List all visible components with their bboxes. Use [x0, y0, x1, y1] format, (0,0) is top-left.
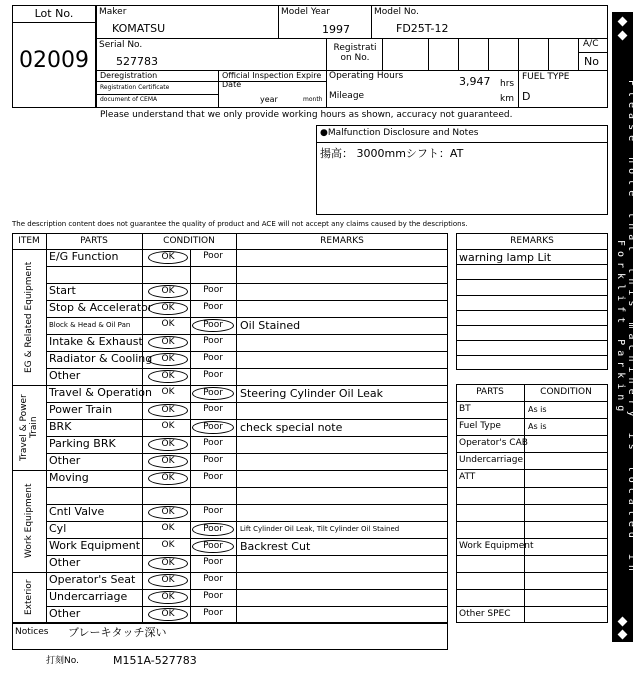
row-divider: [46, 521, 448, 522]
row-divider: [46, 317, 448, 318]
lot-label: Lot No.: [34, 7, 74, 20]
part-name: Cntl Valve: [49, 505, 105, 518]
part-name: Travel & Operation: [49, 386, 153, 399]
remarks-header: REMARKS: [320, 236, 364, 246]
right-row-divider: [456, 418, 608, 419]
row-divider: [46, 453, 448, 454]
notices-value: ブレーキタッチ深い: [68, 626, 167, 639]
row-remark: Backrest Cut: [240, 540, 311, 553]
row-divider: [46, 266, 448, 267]
diamond-icon: [618, 31, 628, 41]
group-label: Travel & Power Train: [19, 394, 39, 461]
right-part-name: Undercarriage: [459, 455, 524, 466]
poor-option[interactable]: Poor: [203, 302, 223, 312]
side-note-banner: [612, 12, 637, 642]
poor-option[interactable]: Poor: [192, 319, 234, 332]
poor-option[interactable]: Poor: [192, 387, 234, 400]
poor-option[interactable]: Poor: [203, 472, 223, 482]
ok-option[interactable]: OK: [148, 455, 188, 468]
right-part-condition: As is: [528, 422, 547, 432]
ok-option[interactable]: OK: [148, 557, 188, 570]
poor-option[interactable]: Poor: [192, 523, 234, 536]
model-year-value: 1997: [322, 23, 350, 36]
row-divider: [46, 283, 448, 284]
maker-value: KOMATSU: [112, 22, 166, 35]
remark-divider: [456, 249, 608, 250]
parts-header: PARTS: [80, 236, 108, 246]
deregistration-label: Deregistration: [100, 71, 158, 80]
part-name: Other: [49, 556, 81, 569]
side-note-text: Please note that this machinery is located in Forklift Parking: [615, 80, 637, 576]
diamond-icon: [618, 630, 628, 640]
serial-value: 527783: [116, 55, 158, 68]
right-row-divider: [456, 589, 608, 590]
ok-option[interactable]: OK: [161, 421, 175, 431]
ok-option[interactable]: OK: [148, 574, 188, 587]
right-part-name: ATT: [459, 472, 476, 483]
op-hours-label: Operating Hours: [329, 71, 404, 81]
right-row-divider: [456, 487, 608, 488]
right-row-divider: [456, 504, 608, 505]
remark-divider: [456, 340, 608, 341]
row-divider: [46, 487, 448, 488]
stamp-value: M151A-527783: [113, 654, 197, 667]
part-name: BRK: [49, 420, 72, 433]
part-name: E/G Function: [49, 250, 119, 263]
ok-option[interactable]: OK: [148, 506, 188, 519]
right-row-divider: [456, 555, 608, 556]
mileage-label: Mileage: [329, 91, 365, 101]
right-part-name: Other SPEC: [459, 609, 511, 620]
right-remarks-header: REMARKS: [510, 236, 554, 246]
part-name: Cyl: [49, 522, 67, 535]
right-row-divider: [456, 469, 608, 470]
hrs-unit: hrs: [500, 79, 515, 89]
ok-option[interactable]: OK: [148, 591, 188, 604]
ok-option[interactable]: OK: [161, 387, 175, 397]
part-name: Other: [49, 369, 81, 382]
part-name: Undercarriage: [49, 590, 128, 603]
group-label: Exterior: [24, 579, 34, 616]
part-name: Intake & Exhaust: [49, 335, 143, 348]
poor-option[interactable]: Poor: [203, 370, 223, 380]
poor-option[interactable]: Poor: [203, 608, 223, 618]
row-remark: Steering Cylinder Oil Leak: [240, 387, 383, 400]
item-header: ITEM: [18, 236, 40, 246]
part-name: Radiator & Cooling: [49, 352, 153, 365]
right-part-name: Operator's CAB: [459, 438, 528, 449]
ok-option[interactable]: OK: [148, 438, 188, 451]
diamond-icon: [618, 617, 628, 627]
ok-option[interactable]: OK: [161, 540, 175, 550]
part-name: Start: [49, 284, 76, 297]
serial-label: Serial No.: [99, 40, 143, 50]
right-row-divider: [456, 435, 608, 436]
ok-option[interactable]: OK: [161, 523, 175, 533]
right-row-divider: [456, 538, 608, 539]
ok-option[interactable]: OK: [148, 285, 188, 298]
remark-divider: [456, 355, 608, 356]
remark-divider: [456, 325, 608, 326]
right-row-divider: [456, 452, 608, 453]
poor-option[interactable]: Poor: [203, 455, 223, 465]
poor-option[interactable]: Poor: [203, 404, 223, 414]
lot-number: 02009: [19, 48, 89, 73]
inspection-label: Official Inspection Expire Date: [222, 71, 322, 89]
poor-option[interactable]: Poor: [203, 557, 223, 567]
remark-divider: [456, 264, 608, 265]
row-divider: [46, 555, 448, 556]
right-row-divider: [456, 606, 608, 607]
ac-label: A/C: [583, 39, 599, 49]
km-unit: km: [500, 94, 514, 104]
model-no-label: Model No.: [374, 7, 419, 17]
registration-cert-label: Registration Certificate: [100, 84, 170, 91]
malfunction-text: 揚高： 3000mmシフト：AT: [320, 147, 464, 160]
right-part-name: BT: [459, 404, 471, 414]
ok-option[interactable]: OK: [148, 336, 188, 349]
part-name: Power Train: [49, 403, 113, 416]
ok-option[interactable]: OK: [148, 472, 188, 485]
part-name: Block & Head & Oil Pan: [49, 321, 131, 329]
remark-divider: [456, 295, 608, 296]
registration-label: Registrati on No.: [333, 43, 377, 64]
right-row-divider: [456, 521, 608, 522]
model-year-label: Model Year: [281, 7, 330, 17]
ok-option[interactable]: OK: [148, 370, 188, 383]
part-name: Work Equipment: [49, 539, 141, 552]
poor-option[interactable]: Poor: [203, 285, 223, 295]
right-row-divider: [456, 572, 608, 573]
right-part-condition: As is: [528, 405, 547, 414]
right-part-name: Work Equipment: [459, 540, 534, 551]
poor-option[interactable]: Poor: [203, 353, 223, 363]
row-divider: [46, 419, 448, 420]
right-part-name: Fuel Type: [459, 421, 501, 432]
poor-option[interactable]: Poor: [203, 336, 223, 346]
year-label: year: [260, 95, 278, 104]
diamond-icon: [618, 17, 628, 27]
row-divider: [46, 504, 448, 505]
condition-header: CONDITION: [163, 236, 215, 246]
row-remark: Oil Stained: [240, 319, 301, 332]
part-name: Stop & Accelerator: [49, 301, 153, 314]
part-name: Parking BRK: [49, 437, 116, 450]
right-condition-header: CONDITION: [540, 387, 592, 397]
ok-option[interactable]: OK: [148, 302, 188, 315]
ac-value: No: [584, 55, 599, 68]
remark-divider: [456, 310, 608, 311]
malfunction-title: ●Malfunction Disclosure and Notes: [320, 128, 479, 138]
row-remark: check special note: [240, 421, 343, 434]
group-label: EG & Related Equipment: [24, 261, 34, 373]
part-name: Moving: [49, 471, 89, 484]
op-hours-value: 3,947: [459, 75, 491, 88]
notices-label: Notices: [15, 627, 49, 637]
poor-option[interactable]: Poor: [203, 591, 223, 601]
right-parts-header: PARTS: [476, 387, 504, 397]
part-name: Other: [49, 607, 81, 620]
row-divider: [46, 368, 448, 369]
part-name: Operator's Seat: [49, 573, 136, 586]
remark-divider: [456, 279, 608, 280]
hours-notice: Please understand that we only provide working hours as shown, accuracy not guaranteed.: [100, 110, 513, 120]
right-row-divider: [456, 401, 608, 402]
ok-option[interactable]: OK: [148, 608, 188, 621]
poor-option[interactable]: Poor: [203, 574, 223, 584]
stamp-label: 打刻No.: [46, 656, 79, 666]
right-remark-line: warning lamp Lit: [459, 251, 552, 264]
part-name: Other: [49, 454, 81, 467]
fuel-value: D: [522, 90, 531, 103]
poor-option[interactable]: Poor: [192, 540, 234, 553]
row-divider: [46, 606, 448, 607]
cema-label: document of CEMA: [100, 96, 158, 103]
poor-option[interactable]: Poor: [192, 421, 234, 434]
poor-option[interactable]: Poor: [203, 506, 223, 516]
fuel-label: FUEL TYPE: [522, 72, 570, 82]
poor-option[interactable]: Poor: [203, 251, 223, 261]
maker-label: Maker: [99, 7, 127, 17]
model-no-value: FD25T-12: [396, 22, 449, 35]
poor-option[interactable]: Poor: [203, 438, 223, 448]
row-remark: Lift Cylinder Oil Leak, Tilt Cylinder Oil Stained: [240, 525, 400, 533]
ok-option[interactable]: OK: [148, 251, 188, 264]
group-label: Work Equipment: [24, 483, 34, 559]
ok-option[interactable]: OK: [148, 353, 188, 366]
ok-option[interactable]: OK: [161, 319, 175, 329]
ok-option[interactable]: OK: [148, 404, 188, 417]
month-label: month: [303, 96, 323, 103]
disclaimer: The description content does not guarantee the quality of product and ACE will not accept any claims caused by the descriptions.: [12, 220, 468, 228]
